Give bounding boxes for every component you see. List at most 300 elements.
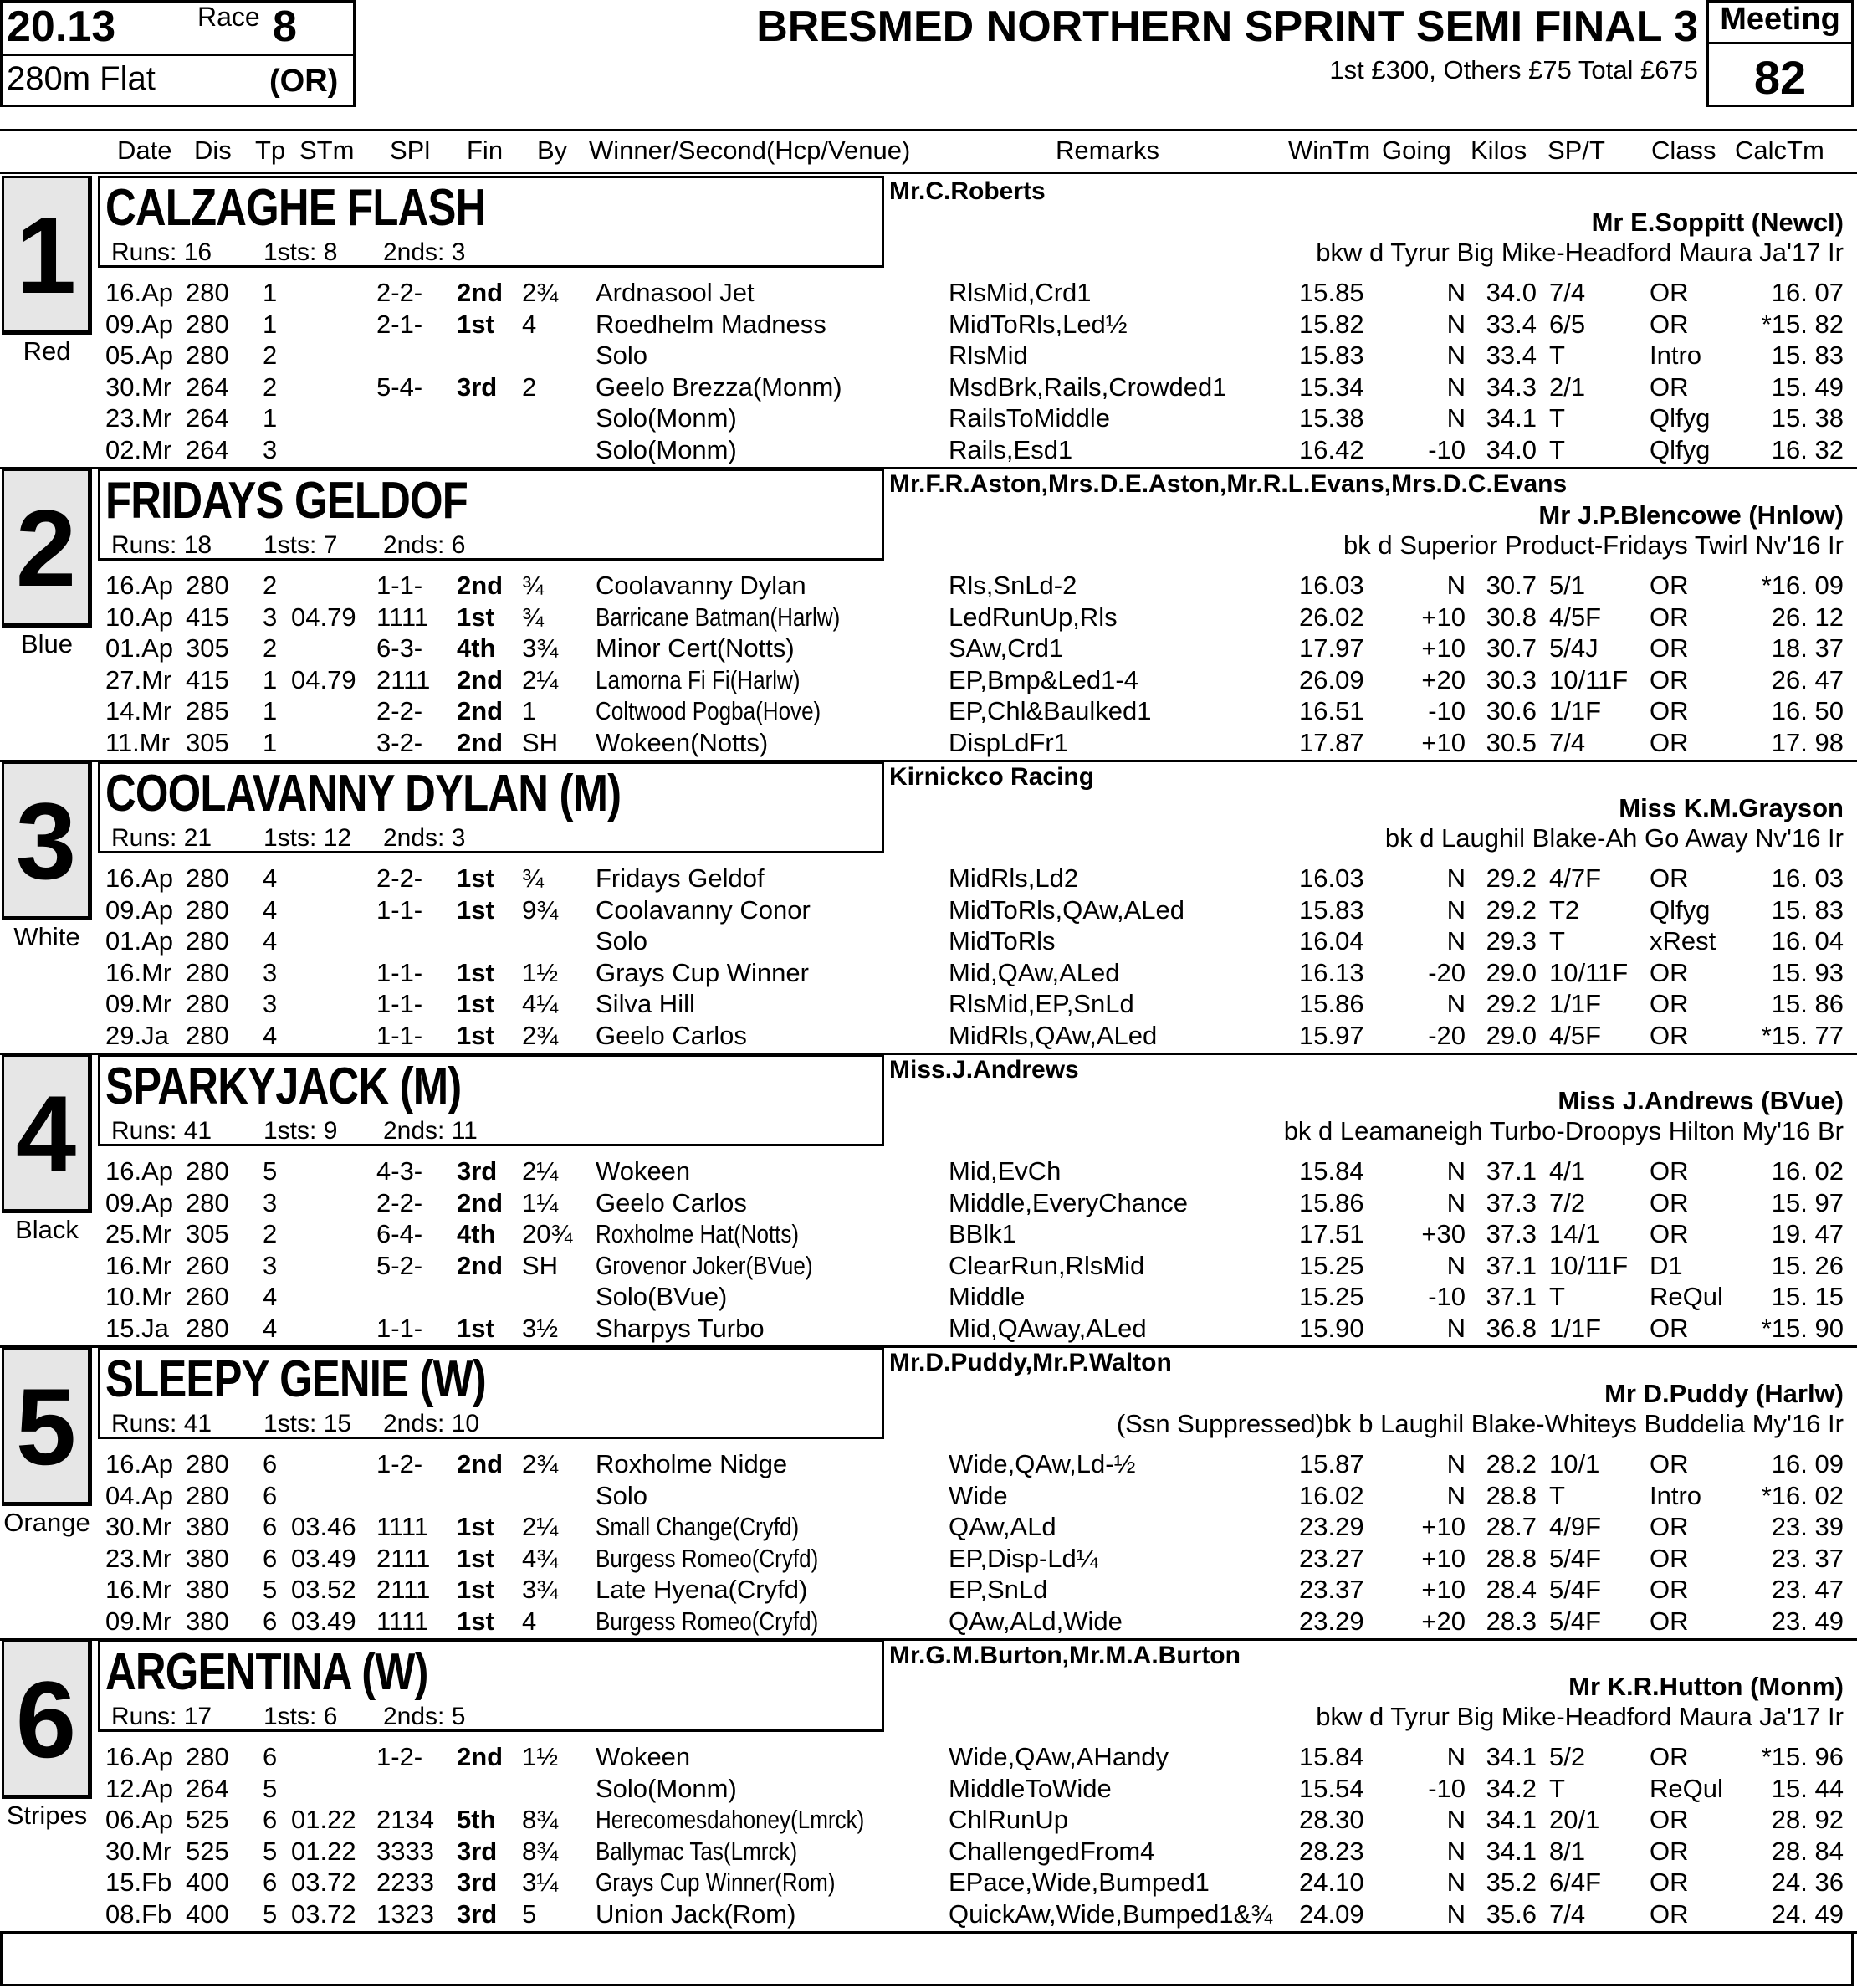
- form-trap: 1: [263, 664, 278, 694]
- runner-seconds: 2nds: 5: [383, 1703, 466, 1730]
- form-opponent: Coolavanny Dylan: [596, 571, 806, 600]
- form-class: OR: [1650, 1512, 1689, 1541]
- form-opponent: Coltwood Pogba(Hove): [596, 696, 821, 725]
- form-win-time: 16.13: [1299, 957, 1364, 987]
- form-distance: 280: [186, 894, 229, 925]
- form-trap: 4: [263, 1020, 278, 1050]
- form-win-time: 15.34: [1299, 371, 1364, 402]
- form-split-positions: 6-4-: [376, 1219, 423, 1248]
- form-distance-beaten: 8¾: [522, 1836, 559, 1866]
- form-distance-beaten: SH: [522, 727, 559, 757]
- form-finish: 1st: [457, 602, 494, 632]
- form-going: N: [1446, 341, 1466, 370]
- form-distance: 280: [186, 278, 229, 307]
- form-row: [0, 310, 1857, 341]
- form-kilos: 35.6: [1486, 1898, 1537, 1929]
- runner-trainer: Miss K.M.Grayson: [1619, 793, 1844, 822]
- form-going: +10: [1421, 1512, 1466, 1541]
- form-win-time: 15.86: [1299, 1187, 1364, 1217]
- form-win-time: 23.27: [1299, 1543, 1364, 1573]
- form-remarks: MidToRls,QAw,ALed: [949, 894, 1184, 925]
- form-class: OR: [1650, 664, 1689, 694]
- runner-name: FRIDAYS GELDOF: [105, 472, 468, 530]
- form-going: N: [1446, 1449, 1466, 1478]
- form-going: N: [1446, 1250, 1466, 1280]
- form-remarks: EP,Disp-Ld¼: [949, 1543, 1098, 1573]
- form-finish: 1st: [457, 1512, 494, 1541]
- form-distance-beaten: 3¾: [522, 633, 559, 663]
- form-win-time: 23.29: [1299, 1512, 1364, 1541]
- form-split-positions: 2233: [376, 1868, 434, 1897]
- form-class: OR: [1650, 1313, 1689, 1343]
- form-distance-beaten: SH: [522, 1250, 559, 1280]
- form-starting-price: 20/1: [1549, 1805, 1600, 1834]
- form-finish: 2nd: [457, 1742, 504, 1771]
- col-kilos: Kilos: [1471, 136, 1527, 165]
- form-distance: 280: [186, 1742, 229, 1771]
- form-class: OR: [1650, 1020, 1689, 1050]
- form-remarks: Wide: [949, 1480, 1008, 1510]
- form-row: [0, 1251, 1857, 1282]
- form-finish: 1st: [457, 989, 494, 1018]
- form-split-positions: 1-1-: [376, 989, 423, 1018]
- form-opponent: Solo: [596, 341, 648, 370]
- race-title: BRESMED NORTHERN SPRINT SEMI FINAL 3: [756, 3, 1698, 51]
- runner-trainer: Miss J.Andrews (BVue): [1558, 1086, 1844, 1115]
- form-going: N: [1446, 989, 1466, 1018]
- form-kilos: 33.4: [1486, 309, 1537, 339]
- form-calc-time: 15. 86: [1771, 989, 1844, 1018]
- runner-runs: Runs: 21: [111, 824, 212, 852]
- form-win-time: 17.97: [1299, 633, 1364, 663]
- form-class: OR: [1650, 1742, 1689, 1771]
- form-split-positions: 1111: [376, 602, 429, 632]
- form-distance: 285: [186, 696, 229, 725]
- form-calc-time: *16. 09: [1761, 571, 1844, 600]
- form-calc-time: 15. 97: [1771, 1187, 1844, 1217]
- runner-firsts: 1sts: 6: [263, 1703, 338, 1730]
- form-distance-beaten: 2¾: [522, 1020, 559, 1050]
- form-date: 01.Ap: [105, 926, 174, 956]
- form-date: 10.Ap: [105, 602, 174, 632]
- col-class: Class: [1651, 136, 1716, 165]
- form-date: 01.Ap: [105, 633, 174, 663]
- form-finish: 2nd: [457, 278, 504, 307]
- meeting-divider: [1706, 42, 1854, 44]
- form-trap: 6: [263, 1868, 278, 1897]
- form-opponent: Wokeen: [596, 1156, 691, 1186]
- form-win-time: 15.90: [1299, 1313, 1364, 1343]
- form-going: N: [1446, 1898, 1466, 1929]
- form-finish: 2nd: [457, 696, 504, 725]
- form-remarks: Mid,EvCh: [949, 1156, 1062, 1186]
- form-kilos: 34.1: [1486, 1805, 1537, 1834]
- form-distance-beaten: 1½: [522, 1742, 559, 1771]
- form-date: 30.Mr: [105, 371, 172, 402]
- form-calc-time: 15. 15: [1771, 1282, 1844, 1311]
- form-sectional-time: 01.22: [291, 1836, 356, 1866]
- form-calc-time: 26. 47: [1771, 664, 1844, 694]
- form-finish: 3rd: [457, 1156, 498, 1186]
- form-class: OR: [1650, 1219, 1689, 1248]
- form-date: 09.Mr: [105, 989, 172, 1018]
- col-opponent: Winner/Second(Hcp/Venue): [589, 136, 911, 165]
- form-finish: 1st: [457, 1313, 494, 1343]
- form-going: N: [1446, 926, 1466, 956]
- form-split-positions: 1-2-: [376, 1742, 423, 1771]
- form-opponent: Solo(BVue): [596, 1282, 728, 1311]
- form-date: 08.Fb: [105, 1898, 172, 1929]
- form-going: N: [1446, 1313, 1466, 1343]
- form-split-positions: 2-2-: [376, 863, 423, 893]
- form-starting-price: 7/2: [1549, 1187, 1586, 1217]
- form-starting-price: 5/4J: [1549, 633, 1599, 663]
- form-distance: 380: [186, 1543, 229, 1573]
- form-trap: 5: [263, 1898, 278, 1929]
- form-split-positions: 1-2-: [376, 1449, 423, 1478]
- form-finish: 3rd: [457, 1898, 498, 1929]
- race-label: Race: [197, 2, 260, 32]
- form-remarks: RlsMid: [949, 341, 1028, 370]
- form-distance: 280: [186, 1480, 229, 1510]
- form-going: +20: [1421, 1606, 1466, 1636]
- form-win-time: 26.02: [1299, 602, 1364, 632]
- form-distance: 280: [186, 957, 229, 987]
- form-going: +10: [1421, 602, 1466, 632]
- form-calc-time: *15. 90: [1761, 1313, 1844, 1343]
- form-opponent: Barricane Batman(Harlw): [596, 602, 841, 632]
- form-row: [0, 1899, 1857, 1930]
- form-date: 16.Mr: [105, 1575, 172, 1604]
- form-row: [0, 341, 1857, 371]
- form-win-time: 15.85: [1299, 278, 1364, 307]
- runner-breeding: bkw d Tyrur Big Mike-Headford Maura Ja'17 Ir: [1316, 1702, 1844, 1731]
- form-class: OR: [1650, 1575, 1689, 1604]
- runner-breeding: bk d Superior Product-Fridays Twirl Nv'16 Ir: [1343, 530, 1844, 560]
- form-row: [0, 602, 1857, 633]
- form-split-positions: 2111: [376, 664, 431, 694]
- form-starting-price: T2: [1549, 894, 1580, 925]
- form-win-time: 15.83: [1299, 894, 1364, 925]
- form-distance-beaten: 2¼: [522, 664, 559, 694]
- form-win-time: 17.51: [1299, 1219, 1364, 1248]
- form-row: [0, 1188, 1857, 1219]
- form-opponent: Solo: [596, 1480, 648, 1510]
- form-kilos: 35.2: [1486, 1868, 1537, 1897]
- form-distance-beaten: 2¼: [522, 1512, 559, 1541]
- form-win-time: 16.04: [1299, 926, 1364, 956]
- form-split-positions: 5-2-: [376, 1250, 423, 1280]
- form-class: OR: [1650, 863, 1689, 893]
- form-date: 05.Ap: [105, 341, 174, 370]
- meeting-label: Meeting: [1720, 2, 1840, 37]
- form-row: [0, 1219, 1857, 1250]
- form-win-time: 15.86: [1299, 989, 1364, 1018]
- runner-name: ARGENTINA (W): [105, 1643, 428, 1701]
- form-date: 27.Mr: [105, 664, 172, 694]
- form-starting-price: 7/4: [1549, 727, 1586, 757]
- form-remarks: Middle: [949, 1282, 1026, 1311]
- form-trap: 1: [263, 727, 278, 757]
- form-starting-price: T: [1549, 926, 1565, 956]
- form-distance: 280: [186, 571, 229, 600]
- form-trap: 5: [263, 1575, 278, 1604]
- form-sectional-time: 03.52: [291, 1575, 356, 1604]
- form-calc-time: 15. 83: [1771, 894, 1844, 925]
- form-date: 15.Ja: [105, 1313, 169, 1343]
- form-going: N: [1446, 1742, 1466, 1771]
- form-finish: 3rd: [457, 1868, 498, 1897]
- form-split-positions: 1-1-: [376, 957, 423, 987]
- form-going: -20: [1428, 957, 1466, 987]
- form-calc-time: 17. 98: [1771, 727, 1844, 757]
- form-distance: 260: [186, 1250, 229, 1280]
- form-trap: 6: [263, 1512, 278, 1541]
- form-date: 16.Ap: [105, 571, 174, 600]
- runner-name: SPARKYJACK (M): [105, 1058, 462, 1115]
- form-date: 29.Ja: [105, 1020, 169, 1050]
- form-trap: 3: [263, 1187, 278, 1217]
- form-remarks: DispLdFr1: [949, 727, 1068, 757]
- runner-name-box: [98, 761, 884, 853]
- form-going: +10: [1421, 1575, 1466, 1604]
- form-trap: 6: [263, 1742, 278, 1771]
- form-kilos: 30.5: [1486, 727, 1537, 757]
- runner-owner: Mr.C.Roberts: [889, 177, 1046, 205]
- form-date: 16.Mr: [105, 1250, 172, 1280]
- form-row: [0, 633, 1857, 664]
- form-starting-price: 4/9F: [1549, 1512, 1602, 1541]
- runner-block: [0, 1054, 1857, 1347]
- form-date: 06.Ap: [105, 1805, 174, 1834]
- form-win-time: 15.54: [1299, 1773, 1364, 1803]
- form-finish: 4th: [457, 1219, 496, 1248]
- form-row: [0, 1512, 1857, 1543]
- form-starting-price: 5/4F: [1549, 1543, 1602, 1573]
- trap-colour: Red: [23, 336, 71, 366]
- race-prizes: 1st £300, Others £75 Total £675: [1329, 55, 1698, 85]
- form-trap: 2: [263, 1219, 278, 1248]
- trap-colour: Blue: [20, 629, 74, 658]
- form-date: 16.Ap: [105, 1449, 174, 1478]
- form-opponent: Wokeen: [596, 1742, 691, 1771]
- form-remarks: EP,SnLd: [949, 1575, 1048, 1604]
- trap-colour: Black: [15, 1215, 79, 1244]
- runner-block: [0, 1640, 1857, 1933]
- form-distance-beaten: 2¼: [522, 1156, 559, 1186]
- form-kilos: 28.3: [1486, 1606, 1537, 1636]
- col-going: Going: [1382, 136, 1451, 165]
- form-distance-beaten: 4¾: [522, 1543, 559, 1573]
- form-split-positions: 1-1-: [376, 571, 423, 600]
- form-going: N: [1446, 1805, 1466, 1834]
- form-trap: 3: [263, 602, 278, 632]
- meeting-number: 82: [1753, 51, 1807, 104]
- form-date: 16.Ap: [105, 278, 174, 307]
- form-starting-price: 6/5: [1549, 309, 1586, 339]
- runner-owner: Mr.G.M.Burton,Mr.M.A.Burton: [889, 1642, 1241, 1669]
- form-calc-time: 19. 47: [1771, 1219, 1844, 1248]
- form-split-positions: 1-1-: [376, 1313, 423, 1343]
- form-trap: 1: [263, 278, 278, 307]
- form-win-time: 24.09: [1299, 1898, 1364, 1929]
- col-by: By: [537, 136, 568, 165]
- trap-number: 3: [2, 761, 92, 920]
- form-remarks: MidToRls,Led½: [949, 309, 1128, 339]
- form-distance: 380: [186, 1606, 229, 1636]
- form-date: 09.Ap: [105, 309, 174, 339]
- form-starting-price: 1/1F: [1549, 696, 1602, 725]
- form-date: 14.Mr: [105, 696, 172, 725]
- form-kilos: 29.0: [1486, 957, 1537, 987]
- form-distance-beaten: 2: [522, 371, 537, 402]
- form-date: 10.Mr: [105, 1282, 172, 1311]
- form-starting-price: 6/4F: [1549, 1868, 1602, 1897]
- form-class: OR: [1650, 957, 1689, 987]
- form-kilos: 37.3: [1486, 1219, 1537, 1248]
- form-distance: 280: [186, 1187, 229, 1217]
- form-distance: 280: [186, 1313, 229, 1343]
- form-win-time: 16.42: [1299, 434, 1364, 464]
- form-distance: 280: [186, 989, 229, 1018]
- form-calc-time: 16. 04: [1771, 926, 1844, 956]
- form-split-positions: 1-1-: [376, 894, 423, 925]
- form-remarks: MidRls,QAw,ALed: [949, 1020, 1158, 1050]
- form-trap: 2: [263, 341, 278, 370]
- form-kilos: 29.2: [1486, 989, 1537, 1018]
- form-class: OR: [1650, 571, 1689, 600]
- form-kilos: 29.2: [1486, 894, 1537, 925]
- form-distance: 305: [186, 633, 229, 663]
- form-distance-beaten: 2¾: [522, 278, 559, 307]
- form-starting-price: 5/2: [1549, 1742, 1586, 1771]
- form-win-time: 15.97: [1299, 1020, 1364, 1050]
- form-class: Intro: [1650, 1480, 1702, 1510]
- form-trap: 5: [263, 1156, 278, 1186]
- form-going: +10: [1421, 633, 1466, 663]
- form-win-time: 15.84: [1299, 1742, 1364, 1771]
- trap-number: 4: [2, 1054, 92, 1213]
- col-spl: SPl: [390, 136, 431, 165]
- form-finish: 1st: [457, 1575, 494, 1604]
- col-fin: Fin: [467, 136, 504, 165]
- form-class: xRest: [1650, 926, 1716, 956]
- form-row: [0, 1742, 1857, 1773]
- footer-box: [0, 1931, 1854, 1986]
- form-kilos: 36.8: [1486, 1313, 1537, 1343]
- form-distance: 380: [186, 1512, 229, 1541]
- form-opponent: Solo(Monm): [596, 1773, 737, 1803]
- form-kilos: 37.1: [1486, 1156, 1537, 1186]
- form-distance-beaten: 2¾: [522, 1449, 559, 1478]
- form-distance-beaten: 1½: [522, 957, 559, 987]
- form-distance-beaten: ¾: [522, 571, 544, 600]
- form-trap: 2: [263, 371, 278, 402]
- form-distance: 280: [186, 309, 229, 339]
- form-remarks: MidToRls: [949, 926, 1056, 956]
- form-split-positions: 1111: [376, 1512, 429, 1541]
- form-distance: 280: [186, 1156, 229, 1186]
- runner-name: SLEEPY GENIE (W): [105, 1350, 486, 1408]
- form-date: 04.Ap: [105, 1480, 174, 1510]
- form-starting-price: 5/4F: [1549, 1575, 1602, 1604]
- form-going: +10: [1421, 727, 1466, 757]
- runner-name-box: [98, 1347, 884, 1439]
- form-win-time: 15.83: [1299, 341, 1364, 370]
- trap-colour: Stripes: [6, 1801, 88, 1830]
- form-distance: 525: [186, 1836, 229, 1866]
- form-finish: 3rd: [457, 1836, 498, 1866]
- form-trap: 6: [263, 1543, 278, 1573]
- form-row: [0, 1837, 1857, 1868]
- runner-runs: Runs: 16: [111, 238, 212, 266]
- form-date: 16.Mr: [105, 957, 172, 987]
- form-kilos: 34.2: [1486, 1773, 1537, 1803]
- form-trap: 4: [263, 1313, 278, 1343]
- form-calc-time: 15. 44: [1771, 1773, 1844, 1803]
- form-remarks: ClearRun,RlsMid: [949, 1250, 1145, 1280]
- form-split-positions: 2-2-: [376, 696, 423, 725]
- form-win-time: 23.29: [1299, 1606, 1364, 1636]
- form-split-positions: 5-4-: [376, 371, 423, 402]
- form-opponent: Solo(Monm): [596, 403, 737, 433]
- form-kilos: 37.1: [1486, 1250, 1537, 1280]
- form-distance: 415: [186, 664, 229, 694]
- form-date: 09.Ap: [105, 894, 174, 925]
- col-remarks: Remarks: [1056, 136, 1160, 165]
- form-opponent: Grays Cup Winner(Rom): [596, 1868, 836, 1897]
- runner-runs: Runs: 41: [111, 1410, 212, 1437]
- form-remarks: RlsMid,Crd1: [949, 278, 1092, 307]
- form-distance-beaten: 1: [522, 696, 537, 725]
- form-row: [0, 1449, 1857, 1480]
- form-opponent: Coolavanny Conor: [596, 894, 811, 925]
- col-date: Date: [117, 136, 172, 165]
- form-starting-price: 2/1: [1549, 371, 1586, 402]
- form-date: 15.Fb: [105, 1868, 172, 1897]
- form-remarks: EPace,Wide,Bumped1: [949, 1868, 1210, 1897]
- form-finish: 2nd: [457, 1449, 504, 1478]
- runner-firsts: 1sts: 8: [263, 238, 338, 266]
- form-kilos: 30.7: [1486, 571, 1537, 600]
- form-split-positions: 1323: [376, 1898, 434, 1929]
- form-split-positions: 2111: [376, 1543, 431, 1573]
- runner-firsts: 1sts: 15: [263, 1410, 352, 1437]
- form-distance: 280: [186, 1449, 229, 1478]
- form-going: -20: [1428, 1020, 1466, 1050]
- form-going: N: [1446, 309, 1466, 339]
- form-sectional-time: 03.49: [291, 1606, 356, 1636]
- form-kilos: 28.8: [1486, 1480, 1537, 1510]
- form-row: [0, 863, 1857, 894]
- form-remarks: Rails,Esd1: [949, 434, 1073, 464]
- form-calc-time: 16. 09: [1771, 1449, 1844, 1478]
- form-split-positions: 2134: [376, 1805, 434, 1834]
- form-trap: 1: [263, 696, 278, 725]
- form-row: [0, 1774, 1857, 1805]
- form-sectional-time: 03.72: [291, 1868, 356, 1897]
- form-starting-price: T: [1549, 1282, 1565, 1311]
- form-calc-time: *15. 82: [1761, 309, 1844, 339]
- runner-breeding: bk d Leamaneigh Turbo-Droopys Hilton My'16 Br: [1283, 1116, 1844, 1145]
- form-calc-time: 16. 02: [1771, 1156, 1844, 1186]
- form-calc-time: 24. 36: [1771, 1868, 1844, 1897]
- form-calc-time: 26. 12: [1771, 602, 1844, 632]
- form-class: OR: [1650, 727, 1689, 757]
- form-opponent: Small Change(Cryfd): [596, 1512, 800, 1541]
- form-class: ReQul: [1650, 1282, 1723, 1311]
- form-distance-beaten: ¾: [522, 863, 544, 893]
